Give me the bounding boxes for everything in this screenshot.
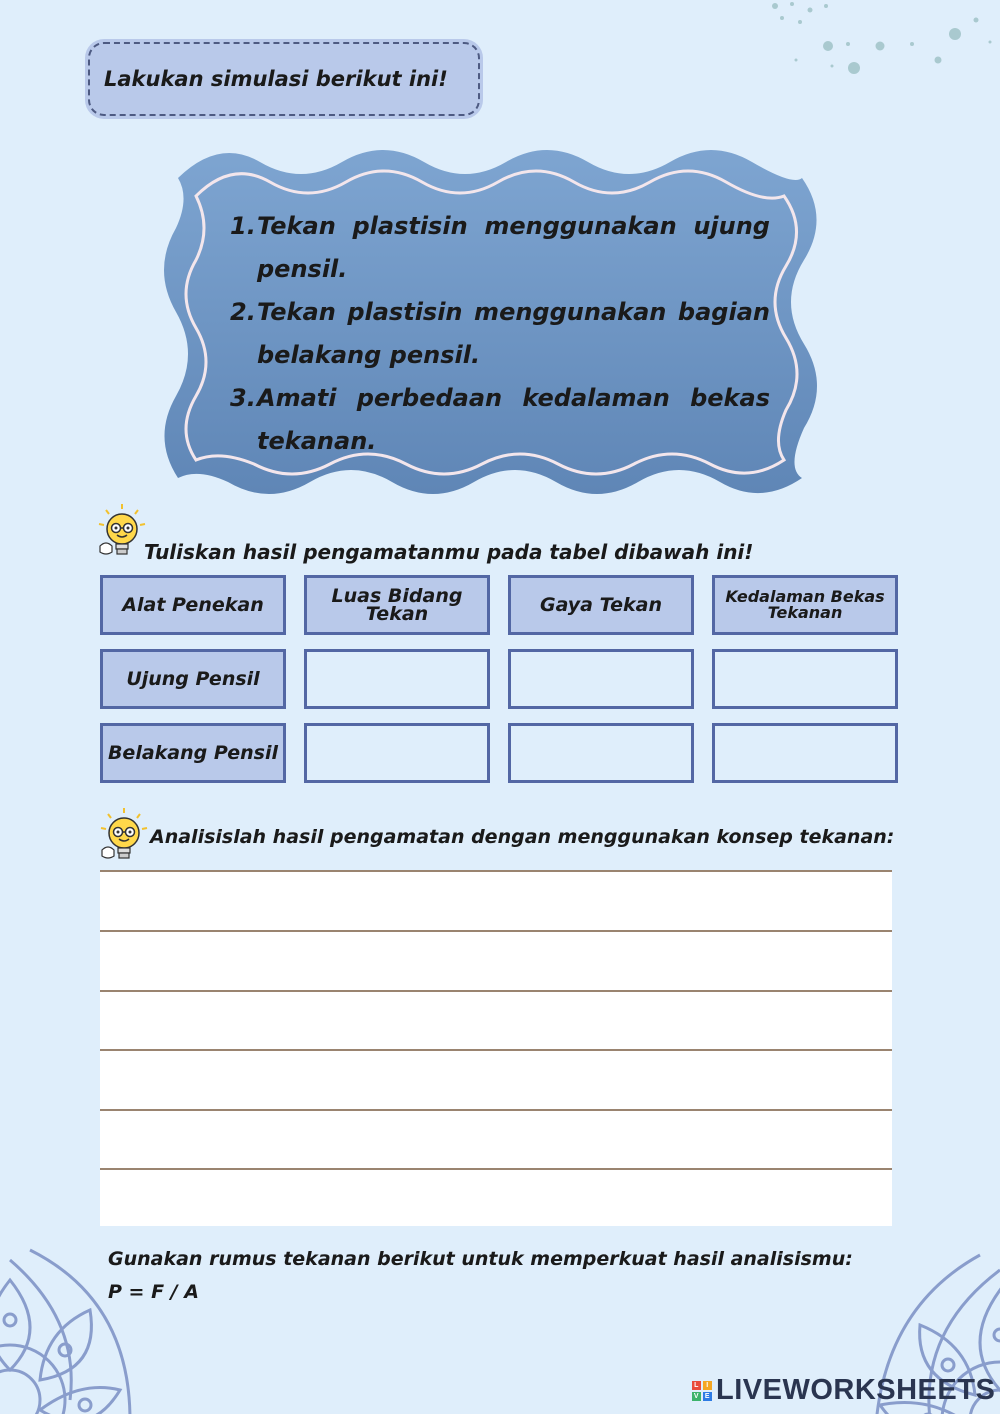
writing-line: [100, 1109, 892, 1111]
answer-cell-luas-belakang[interactable]: [304, 723, 490, 783]
step-number: 2.: [230, 298, 256, 326]
lightbulb-mascot-icon: [96, 502, 148, 566]
step-text: Tekan plastisin menggunakan bagian belakang pensil.: [257, 298, 770, 369]
formula-hint: Gunakan rumus tekanan berikut untuk memperkuat hasil analisismu:: [108, 1248, 853, 1270]
header-kedalaman-bekas-tekanan: Kedalaman Bekas Tekanan: [725, 587, 885, 622]
table-header-cell: [712, 575, 898, 635]
step-item: [230, 205, 770, 291]
writing-line: [100, 870, 892, 872]
step-text: Tekan plastisin menggunakan ujung pensil.: [257, 212, 770, 283]
lightbulb-mascot-icon: [98, 806, 150, 870]
instruction-title: Lakukan simulasi berikut ini!: [104, 67, 448, 91]
writing-line: [100, 1049, 892, 1051]
answer-cell-gaya-belakang[interactable]: [508, 723, 694, 783]
formula-equation: P = F / A: [108, 1281, 199, 1303]
steps-list: [230, 205, 770, 463]
observation-prompt: Tuliskan hasil pengamatanmu pada tabel dibawah ini!: [144, 540, 754, 564]
row-label-ujung-pensil: Ujung Pensil: [126, 668, 260, 690]
liveworksheets-logo: [692, 1374, 995, 1407]
header-gaya-tekan: Gaya Tekan: [539, 594, 663, 616]
header-luas-bidang-tekan: Luas Bidang Tekan: [331, 585, 463, 625]
logo-mark-icon: L I V E: [693, 1381, 711, 1400]
row-label-belakang-pensil: Belakang Pensil: [107, 742, 279, 764]
step-text: Amati perbedaan kedalaman bekas tekanan.: [257, 384, 770, 455]
table-header-cell: [304, 575, 490, 635]
step-number: 1.: [230, 212, 256, 240]
answer-cell-kedalaman-belakang[interactable]: [712, 723, 898, 783]
header-alat-penekan: Alat Penekan: [122, 594, 264, 616]
answer-cell-gaya-ujung[interactable]: [508, 649, 694, 709]
writing-line: [100, 1168, 892, 1170]
formula-section: [108, 1243, 853, 1309]
analysis-answer-area[interactable]: [100, 870, 892, 1226]
table-row-label: [100, 723, 286, 783]
table-header-cell: [508, 575, 694, 635]
instruction-box: [88, 42, 480, 116]
table-header-cell: [100, 575, 286, 635]
answer-cell-luas-ujung[interactable]: [304, 649, 490, 709]
step-item: [230, 291, 770, 377]
answer-cell-kedalaman-ujung[interactable]: [712, 649, 898, 709]
writing-line: [100, 990, 892, 992]
table-row-label: [100, 649, 286, 709]
analysis-prompt: Analisislah hasil pengamatan dengan menggunakan konsep tekanan:: [150, 826, 895, 848]
decorative-dots: [740, 0, 1000, 90]
writing-line: [100, 930, 892, 932]
step-number: 3.: [230, 384, 256, 412]
step-item: [230, 377, 770, 463]
brand-name: LIVEWORKSHEETS: [716, 1374, 996, 1406]
